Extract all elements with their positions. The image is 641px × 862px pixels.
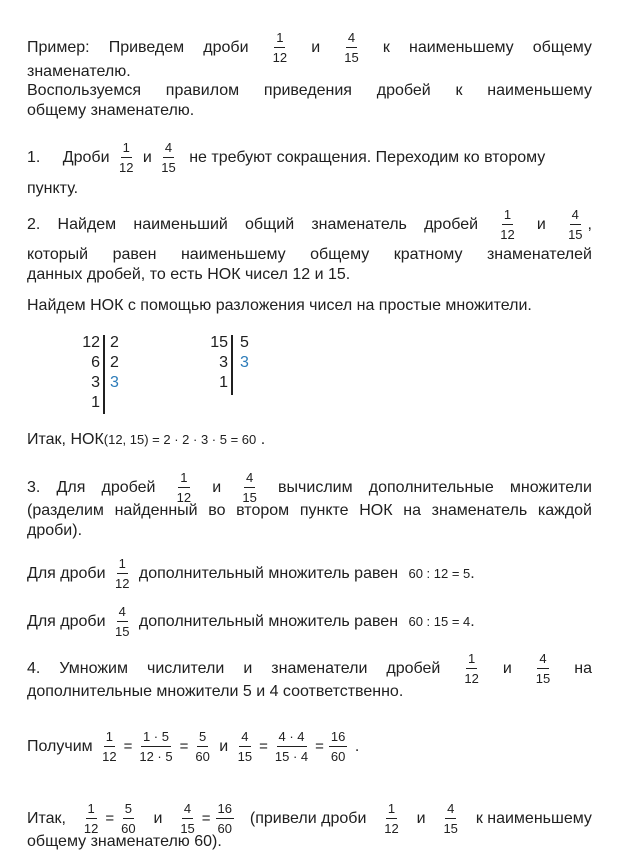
step-number: 2.: [27, 216, 41, 233]
result-line: Получим $\frac{1}{12}$ = $\frac{1 \cdot 5}{12 \cdot 5}$ = $\frac{5}{60}$ и $\frac{4}{15}$ = $\frac{4 \cdot 4}{15 \cdot 4}$ = $\frac{16}{60}$ .: [27, 729, 360, 764]
word: знаменателей: [486, 246, 592, 263]
word: Умножим: [59, 660, 128, 677]
word: найденный: [114, 502, 198, 519]
intro-line-2: знаменателю.: [27, 63, 131, 80]
fraction-1-12: 1 12: [272, 30, 288, 65]
text: Получим: [27, 738, 93, 756]
nok-expression: (12, 15) = 2 · 2 · 3 · 5 = 60: [103, 432, 257, 447]
period: .: [260, 431, 266, 448]
fraction: $\frac{16}{60}$: [330, 729, 346, 764]
table-cell: 1: [219, 374, 228, 391]
divider-line: [103, 335, 105, 414]
word: наименьшему: [409, 39, 514, 56]
word: и: [212, 479, 222, 496]
word: и: [153, 810, 163, 827]
word: во: [208, 502, 226, 519]
word: и: [502, 660, 512, 677]
rule-line-1: [27, 81, 592, 101]
step-2-line-2: [27, 245, 592, 265]
fraction-1-12: 1 12: [464, 651, 479, 686]
table-cell: 3: [240, 354, 249, 371]
multiplier-line-1: [27, 556, 475, 592]
word: знаменатели: [271, 660, 368, 677]
table-cell: 1: [91, 394, 100, 411]
fraction: $\frac{4}{15}$: [180, 801, 195, 836]
step-2-line-1: [27, 207, 592, 243]
nok-intro: Найдем НОК с помощью разложения чисел на простые множители.: [27, 297, 532, 314]
word: знаменатель: [311, 216, 407, 233]
math-expression: 60 : 15 = 4: [408, 614, 471, 630]
fraction-4-15: 4 15: [344, 30, 359, 65]
fraction-4-15: 4 15: [535, 651, 551, 686]
word: и: [219, 738, 229, 756]
word: дополнительные: [368, 479, 494, 496]
table-cell: 12: [82, 334, 100, 351]
step-3-line-3: дроби).: [27, 522, 83, 539]
text: дополнительный множитель равен: [138, 565, 399, 583]
divider-line: [231, 335, 233, 395]
step-number: 1.: [27, 149, 41, 167]
step-number: 3.: [27, 479, 41, 496]
text: не требуют сокращения. Переходим ко второму: [189, 149, 546, 167]
fraction-1-12: 1 12: [384, 801, 399, 836]
step-3-line-2: [27, 501, 592, 521]
word: общий: [245, 216, 295, 233]
step-1-line-1: [27, 140, 545, 176]
word: втором: [236, 502, 290, 519]
fraction-1-12: 1 12: [500, 207, 515, 242]
rule-line-2: общему знаменателю.: [27, 102, 195, 119]
table-cell: 15: [210, 334, 228, 351]
word: и: [243, 660, 253, 677]
word: общему: [310, 246, 370, 263]
word: на: [574, 660, 592, 677]
word: дробей: [424, 216, 479, 233]
period: .: [354, 738, 360, 756]
factorization-table-12: [60, 333, 140, 417]
step-4-line-2: дополнительные множители 5 и 4 соответственно.: [27, 683, 404, 700]
fraction: $\frac{16}{60}$: [217, 801, 233, 836]
word: правилом: [165, 82, 240, 99]
text: (привели дроби: [249, 810, 367, 827]
word: Найдем: [57, 216, 117, 233]
word: Итак,: [27, 810, 66, 827]
word: наименьший: [133, 216, 228, 233]
fraction-4-15: 4 15: [568, 207, 583, 242]
text: Для дроби: [27, 565, 106, 583]
step-2-line-3: данных дробей, то есть НОК чисел 12 и 15.: [27, 266, 351, 283]
word: Приведем: [108, 39, 185, 56]
fraction: $\frac{5}{60}$: [195, 729, 210, 764]
fraction: $\frac{1 \cdot 5}{12 \cdot 5}$: [139, 729, 173, 764]
step-1-line-2: пункту.: [27, 180, 79, 197]
word: к: [455, 82, 463, 99]
intro-line-1: [27, 30, 592, 66]
comma: ,: [587, 216, 592, 233]
math-expression: 60 : 12 = 5: [408, 566, 471, 582]
table-cell: 2: [110, 334, 119, 351]
step-number: 4.: [27, 660, 41, 677]
word: Для: [56, 479, 86, 496]
word: Пример:: [27, 39, 90, 56]
table-cell: 2: [110, 354, 119, 371]
final-line-1: Итак, $\frac{1}{12}$ = $\frac{5}{60}$ и $\frac{4}{15}$ = $\frac{16}{60}$ (привели дроби 1 12 и 4 15 к наименьшему: [27, 801, 592, 836]
multiplier-line-2: [27, 604, 475, 640]
word: и: [142, 149, 152, 167]
fraction-1-12: 1 12: [176, 470, 192, 505]
table-cell: 5: [240, 334, 249, 351]
word: приведения: [263, 82, 352, 99]
word: к: [382, 39, 390, 56]
word: общему: [532, 39, 592, 56]
word: кратному: [393, 246, 463, 263]
fraction: $\frac{4 \cdot 4}{15 \cdot 4}$: [274, 729, 309, 764]
text: к наименьшему: [475, 810, 592, 827]
word: дроби: [203, 39, 249, 56]
fraction: $\frac{1}{12}$: [83, 801, 99, 836]
fraction: $\frac{5}{60}$: [121, 801, 136, 836]
word: дробей: [386, 660, 441, 677]
fraction-4-15: $\frac{4}{15}$: [161, 140, 176, 175]
word: Воспользуемся: [27, 82, 141, 99]
fraction: $\frac{4}{15}$: [237, 729, 253, 764]
table-cell: 3: [110, 374, 119, 391]
factorization-table-15: [190, 333, 270, 397]
word: каждой: [537, 502, 592, 519]
text: Для дроби: [27, 613, 106, 631]
final-line-2: общему знаменателю 60).: [27, 833, 222, 850]
fraction-1-12: $\frac{1}{12}$: [114, 556, 130, 591]
fraction: $\frac{1}{12}$: [102, 729, 117, 764]
word: и: [536, 216, 546, 233]
word: на: [403, 502, 421, 519]
word: вычислим: [278, 479, 353, 496]
word: множители: [509, 479, 592, 496]
word: и: [311, 39, 321, 56]
fraction-4-15: 4 15: [443, 801, 458, 836]
table-cell: 6: [91, 354, 100, 371]
fraction-4-15: $\frac{4}{15}$: [114, 604, 130, 639]
word: равен: [112, 246, 157, 263]
word: который: [27, 246, 89, 263]
word: (разделим: [27, 502, 104, 519]
word: наименьшему: [180, 246, 286, 263]
table-cell: 3: [219, 354, 228, 371]
word: дробей: [101, 479, 156, 496]
word: дробей: [376, 82, 431, 99]
nok-result: [27, 430, 265, 450]
word: НОК: [359, 502, 393, 519]
period: .: [470, 613, 475, 631]
word: наименьшему: [487, 82, 592, 99]
word: знаменатель: [431, 502, 528, 519]
table-cell: 3: [91, 374, 100, 391]
word: Дроби: [62, 149, 110, 167]
word: числители: [146, 660, 225, 677]
period: .: [470, 565, 475, 583]
text: Итак, НОК: [27, 431, 104, 448]
word: и: [416, 810, 426, 827]
word: пункте: [299, 502, 349, 519]
text: дополнительный множитель равен: [138, 613, 399, 631]
fraction-1-12: $\frac{1}{12}$: [118, 140, 134, 175]
fraction-4-15: 4 15: [242, 470, 257, 505]
